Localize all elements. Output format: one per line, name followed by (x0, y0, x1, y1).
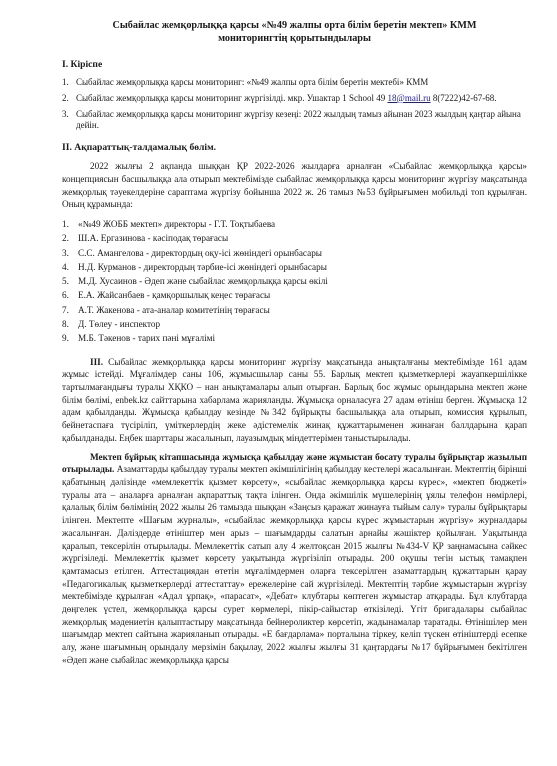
section-3-paragraph (62, 356, 527, 445)
staff-item (62, 231, 527, 245)
section-1-heading: I. Кіріспе (62, 59, 103, 70)
staff-item (62, 331, 527, 345)
intro-item-text: Сыбайлас жемқорлыққа қарсы мониторинг жүргізу кезеңі: 2022 жылдың тамыз айынан 2023 жылдың қаңтар айына дейін. (76, 108, 521, 131)
staff-number: 9. (62, 333, 69, 344)
staff-number: 7. (62, 304, 69, 315)
staff-item (62, 217, 527, 231)
staff-item (62, 260, 527, 274)
staff-number: 2. (62, 233, 69, 244)
section-4-lead: Мектеп бұйрық кітапшасында жұмысқа қабылдау және жұмыстан босату туралы бұйрықтар жазылып отырылады. (62, 451, 527, 475)
staff-number: 6. (62, 290, 69, 301)
section-4-text: Азаматтарды қабылдау туралы мектеп әкімшілігінің қабылдау кестелері жасалынған. Мектептің бірінші қабатының дәлізінде «мемлекеттік қызмет көрсету», «сыбайлас жемқорлыққа қарсы күрес», «мектеп бюджеті» туралы ата – аналарға арналған ақпараттық тақта ілінген. Онда әкімшілік мүшелерінің ұялы телефон нөмірлері, қалалық білім бөлімінің 2022 жылы 26 тамызда шыққан «Заңсыз қаражат жинауға тыйым салу» туралы бұйрықтары ілінген. Мектепте «Шағым журналы», «сыбайлас жемқорлыққа қарсы күрес жұмыстарын жүргізу» журналдары жасалынған. Дәліздерде өтініштер мен арыз – шағымдарды салатын арнайы жәшіктер қойылған. Уақытында қаралып, тексерілін отырылады. Мемлекеттік сатып алу 4 желтоқсан 2015 жылғы №434-V ҚР заңнамасына сәйкес жүргізіледі. Мемлекеттік қызмет көрсету уақытында жүргізіліп отырады. 200 оқушы тегін ыстық тамақпен қамтамасыз етілген. Аттестациядан өтетін мұғалімдермен оларға тексерілген азаматтардың құжаттарын қарау «Педагогикалық қызметкерлерді аттестаттау» ережелеріне сай жүргізіледі. Мектептің тәрбие жұмыстарын жүргізу мектебімізде құрылған «Адал ұрпақ», «парасат», «Дебат» клубтары көптеген жұмыстар атқарады. Бұл клубтарда дөңгелек үстел, жемқорлыққа қарсы сурет көрмелері, пікір-сайыстар өткізіледі. Үгіт бригадалары сыбайлас жемқорлық мәдениетін қалыптастыру мақсатында бейнероликтер көрсетіп, жадынамалар таратады. Өтінішілер мен шағымдар мектеп сайтына жарияланып отырады. «Е бағдарлама» порталына тіркеу, келіп түскен өтініштерді есепке алу, және шағымның орындалу мерзімін бақылау, 2022 жылғы жылғы 31 қаңтардағы №17 бұйрығымен бекітілген «Әдеп және сыбайлас жемқорлыққа қарсы (62, 464, 527, 665)
section-2-heading: II. Ақпараттық-талдамалық бөлім. (62, 142, 217, 154)
staff-number: 4. (62, 261, 69, 272)
staff-text: Н.Д. Курманов - директордың тәрбие-ісі жөніндегі орынбасары (78, 261, 327, 272)
staff-item (62, 303, 527, 317)
staff-text: Е.А. Жайсанбаев - қамқоршылық кеңес төрағасы (78, 290, 271, 301)
intro-item-text: Сыбайлас жемқорлыққа қарсы мониторинг жүргізілді. мкр. Ушактар 1 School 49 (76, 92, 388, 103)
section-3-text: Сыбайлас жемқорлыққа қарсы мониторинг жүргізу мақсатында анықталғаны мектебімізде 161 адам жұмыс істейді. Мұғалімдер саны 106, жұмысшылар саны 55. Барлық мектеп қызметкерлері жауапкершілікке тартылмағандығы туралы ХҚКО – нан анықтамалары алып отырған. Барлық бос жұмыс орындарына мектеп және білім бөлімі, enbek.kz сайттарына хабарлама жарияланды. Жұмысқа орналасуға 27 адам өтініш берген. Жұмысқа 12 адам қабылданды. Жұмысқа қабылдау кезінде №342 бұйрықты басшылыққа ала отырып, комиссия құрылып, бейнетаспаға түсіріліп, үміткерлердің жеке әдістемелік жинақ құжаттарыменен жинаған баллдарына қарап қабылданады. Еңбек шарттары жасалынып, лауазымдық міндеттерімен таныстырылады. (62, 356, 527, 443)
staff-text: С.С. Амангелова - директордың оқу-ісі жөніндегі орынбасары (78, 247, 322, 258)
staff-text: Ш.А. Ергазинова - кәсіподақ төрағасы (78, 233, 229, 244)
section-2-intro: 2022 жылғы 2 ақпанда шыққан ҚР 2022-2026 жылдарға арналған «Сыбайлас жемқорлыққа қарсы» концепциясын басшылыққа ала отырып мектебімізде сыбайлас жемқорлыққа қарсы мониторинг жүргізу мақсатында жемқорлық тәуекелдеріне сараптама жүргізу бойынша 2022 ж. 26 тамыз №53 бұйрығымен мобильді топ құрылған. Оның құрамында: (62, 161, 527, 210)
staff-text: Д. Төлеу - инспектор (78, 319, 161, 330)
staff-item (62, 288, 527, 302)
staff-text: «№49 ЖОББ мектеп» директоры - Г.Т. Тоқтыбаева (78, 219, 276, 229)
intro-item (62, 109, 527, 133)
section-4-paragraph (62, 451, 527, 667)
section-3-lead: III. (90, 356, 104, 367)
document-title (62, 20, 527, 45)
staff-list (62, 217, 527, 346)
staff-item (62, 274, 527, 288)
staff-text: А.Т. Жакенова - ата-аналар комитетінің төрағасы (78, 304, 270, 315)
staff-text: М.Б. Тәкенов - тарих пәні мұғалімі (78, 333, 216, 344)
intro-list (62, 77, 527, 132)
title-line-2: мониторингтің қорытындылары (218, 32, 371, 44)
staff-number: 5. (62, 276, 69, 287)
email-link[interactable]: 18@mail.ru (387, 92, 431, 103)
staff-text: М.Д. Хусаинов - Әдеп және сыбайлас жемқорлыққа қарсы өкілі (78, 276, 328, 287)
staff-number: 8. (62, 319, 69, 330)
intro-item (62, 93, 527, 105)
intro-item-text: Сыбайлас жемқорлыққа қарсы мониторинг: «№49 жалпы орта білім беретін мектебі» КММ (76, 77, 429, 87)
intro-item-contact (76, 93, 527, 105)
title-line-1: Сыбайлас жемқорлыққа қарсы «№49 жалпы орта білім беретін мектеп» КММ (112, 20, 477, 31)
intro-item-number: 1. (62, 77, 69, 87)
intro-item-phone: 8(7222)42-67-68. (430, 92, 497, 103)
intro-item-number: 3. (62, 108, 69, 119)
staff-item (62, 317, 527, 331)
intro-item-number: 2. (62, 92, 69, 103)
intro-item (62, 77, 527, 89)
staff-number: 3. (62, 247, 69, 258)
staff-item (62, 246, 527, 260)
staff-number: 1. (62, 219, 69, 229)
